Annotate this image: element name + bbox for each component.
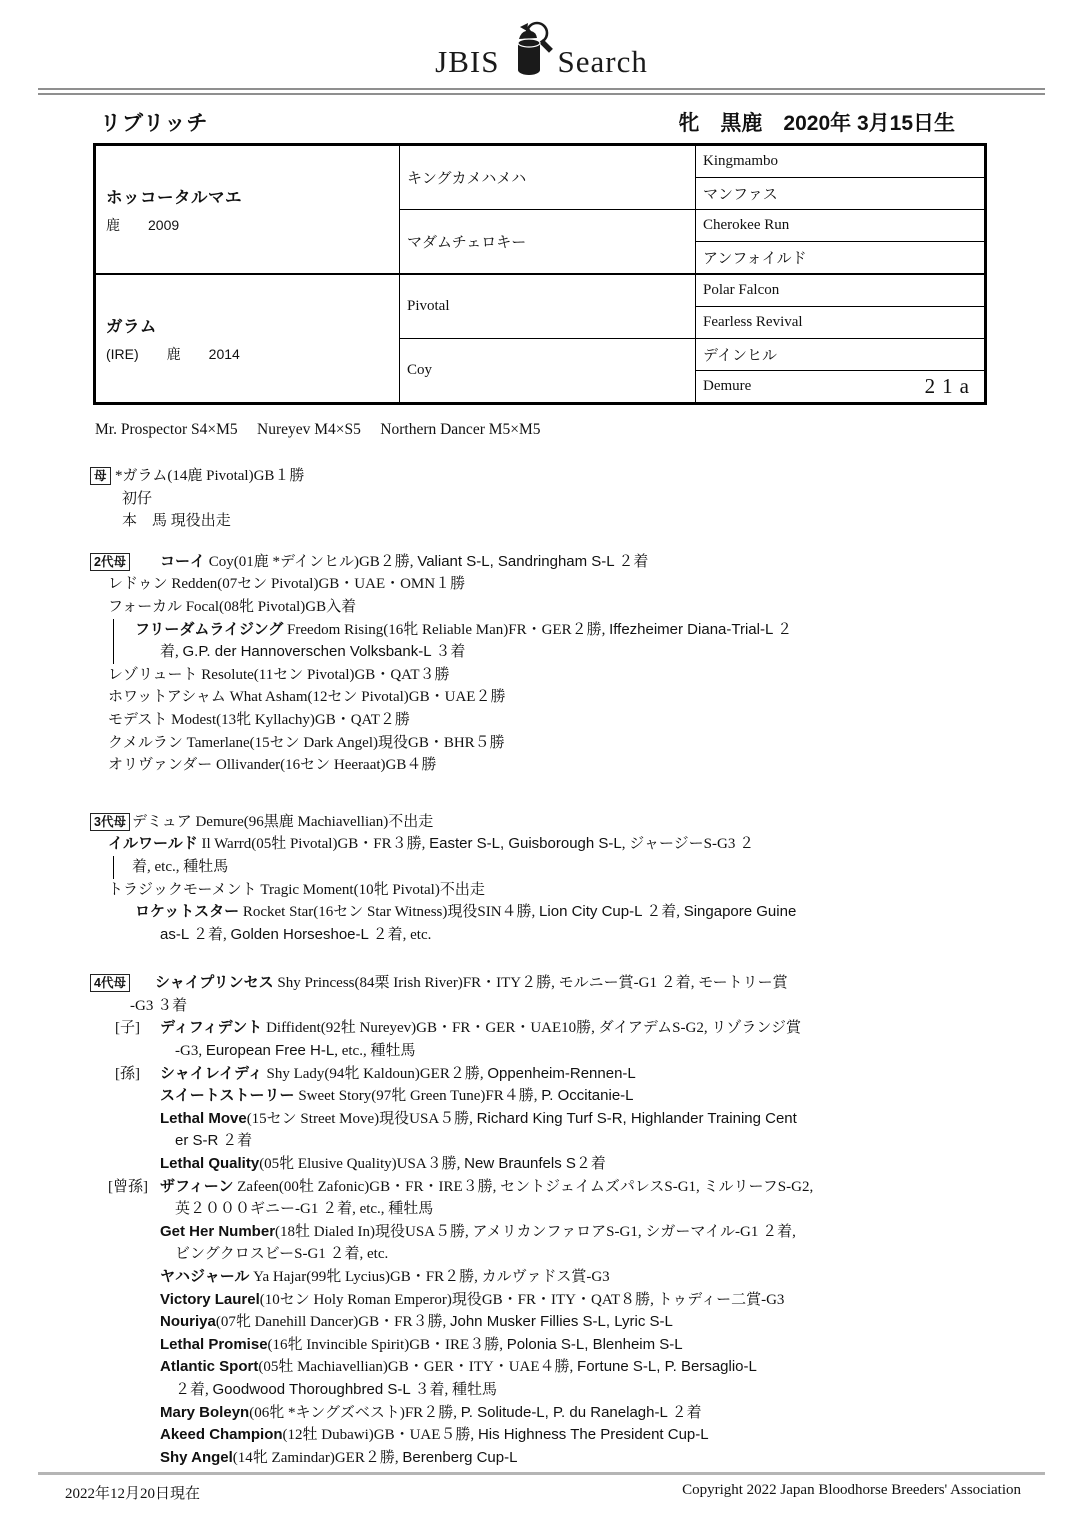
text-segment: フォーカル Focal(08牝 Pivotal)GB入着 bbox=[108, 598, 357, 615]
text-segment: His Highness The President Cup-L bbox=[477, 1426, 709, 1444]
sire-name: ホッコータルマエ bbox=[106, 189, 242, 207]
text-segment: 着, etc., 種牡馬 bbox=[132, 858, 229, 875]
text-segment: シャイレイディ bbox=[160, 1064, 263, 1082]
text-segment: (15セン Street Move)現役USA５勝, bbox=[246, 1110, 477, 1127]
copyright-text: Copyright 2022 Japan Bloodhorse Breeders' Association bbox=[682, 1482, 1021, 1498]
text-segment: New Braunfels S bbox=[464, 1155, 576, 1173]
gen3-cell: マンファス bbox=[696, 178, 986, 210]
text-segment: Diffident(92牡 Nureyev)GB・FR・GER・UAE10勝, ダイアデムS-G2, リゾランジ賞 bbox=[262, 1020, 801, 1037]
pedigree-line bbox=[90, 488, 1043, 511]
text-segment: (10セン Holy Roman Emperor)現役GB・FR・ITY・QAT８勝, トゥディー二賞-G3 bbox=[259, 1291, 785, 1308]
text-segment: Lethal Move bbox=[160, 1109, 247, 1127]
pedigree-line bbox=[90, 1334, 1043, 1357]
text-segment: Victory Laurel bbox=[160, 1290, 260, 1308]
text-segment: Lethal Quality bbox=[160, 1155, 260, 1173]
generation-label: 2代母 bbox=[90, 553, 130, 571]
pedigree-line bbox=[90, 972, 1043, 995]
pedigree-line bbox=[90, 1153, 1043, 1176]
logo-text-search: Search bbox=[557, 44, 648, 79]
pedigree-line bbox=[90, 754, 1043, 777]
generation-label: 3代母 bbox=[90, 813, 130, 831]
text-segment: ２ bbox=[773, 621, 793, 638]
text-segment: Coy(01鹿 *デインヒル)GB２勝, bbox=[205, 553, 418, 570]
pedigree-line bbox=[90, 596, 1043, 619]
text-segment: 本 馬 現役出走 bbox=[122, 513, 231, 530]
jbis-header bbox=[0, 0, 1083, 80]
text-segment: Berenberg Cup-L bbox=[402, 1448, 518, 1466]
granddam-section bbox=[90, 551, 1043, 777]
text-segment: Get Her Number bbox=[160, 1222, 276, 1240]
text-segment: Zafeen(00牡 Zafonic)GB・FR・IRE３勝, セントジェイムズパレスS-G1, ミルリーフS-G2, bbox=[233, 1178, 814, 1195]
text-segment: レゾリュート Resolute(11セン Pivotal)GB・QAT３勝 bbox=[108, 666, 450, 683]
pedigree-line bbox=[90, 1289, 1043, 1312]
text-segment: ２着 bbox=[667, 1404, 702, 1421]
text-segment: Lion City Cup-L bbox=[539, 903, 643, 921]
text-segment: -G3, bbox=[175, 1043, 206, 1060]
text-segment: クメルラン Tamerlane(15セン Dark Angel)現役GB・BHR５勝 bbox=[108, 734, 505, 751]
text-segment: レドゥン Redden(07セン Pivotal)GB・UAE・OMN１勝 bbox=[108, 576, 466, 593]
text-segment: Atlantic Sport bbox=[160, 1358, 259, 1376]
text-segment: ２着 bbox=[575, 1156, 606, 1173]
text-segment: ヤハジャール bbox=[160, 1268, 250, 1285]
text-segment: Richard King Turf S-R, Highlander Training Cent bbox=[476, 1109, 797, 1127]
gen3-cell: Kingmambo bbox=[696, 145, 986, 178]
pedigree-line bbox=[90, 465, 1043, 488]
text-segment: (16牝 Invincible Spirit)GB・IRE３勝, bbox=[267, 1336, 507, 1353]
text-segment: Akeed Champion bbox=[160, 1426, 283, 1444]
tree-connector-line bbox=[113, 856, 114, 879]
dam-detail: (IRE) 鹿 2014 bbox=[106, 346, 240, 362]
text-segment: デミュア Demure(96黒鹿 Machiavellian)不出走 bbox=[132, 813, 434, 830]
pedigree-line bbox=[90, 995, 1043, 1018]
text-segment: 英２０００ギニー-G1 ２着, etc., 種牡馬 bbox=[175, 1201, 434, 1218]
pedigree-line bbox=[90, 1221, 1043, 1244]
text-segment: (07牝 Danehill Dancer)GB・FR３勝, bbox=[215, 1314, 450, 1331]
text-segment: (18牡 Dialed In)現役USA５勝, アメリカンファロアS-G1, シガーマイル-G1 ２着, bbox=[275, 1223, 796, 1240]
text-segment: , etc., 種牡馬 bbox=[334, 1043, 416, 1060]
footer-divider bbox=[38, 1472, 1045, 1475]
pedigree-line bbox=[90, 1176, 1043, 1199]
pedigree-line bbox=[90, 573, 1043, 596]
text-segment: Rocket Star(16セン Star Witness)現役SIN４勝, bbox=[239, 904, 540, 921]
logo-text-jbis: JBIS bbox=[435, 44, 500, 79]
pedigree-line bbox=[90, 924, 1043, 947]
text-segment: Golden Horseshoe-L bbox=[230, 925, 369, 943]
sire-dam-cell: マダムチェロキー bbox=[400, 210, 696, 275]
pedigree-line bbox=[90, 1379, 1043, 1402]
dam-name: ガラム bbox=[106, 318, 157, 336]
text-segment: (05牡 Machiavellian)GB・GER・ITY・UAE４勝, bbox=[258, 1359, 578, 1376]
dam-cell bbox=[95, 274, 400, 404]
pedigree-line bbox=[90, 901, 1043, 924]
text-segment: G.P. der Hannoverschen Volksbank-L bbox=[182, 643, 432, 661]
pedigree-line bbox=[90, 1243, 1043, 1266]
generation-label: 4代母 bbox=[90, 974, 130, 992]
text-segment: Goodwood Thoroughbred S-L bbox=[212, 1380, 411, 1398]
text-segment: Nouriya bbox=[160, 1313, 216, 1331]
pedigree-line bbox=[90, 1063, 1043, 1086]
text-segment: Mary Boleyn bbox=[160, 1403, 250, 1421]
dam-section bbox=[90, 465, 1043, 533]
text-segment: 初仔 bbox=[122, 490, 153, 507]
sire-sire-cell: キングカメハメハ bbox=[400, 145, 696, 210]
pedigree-line bbox=[90, 1017, 1043, 1040]
text-segment: Ya Hajar(99牝 Lycius)GB・FR２勝, カルヴァドス賞-G3 bbox=[249, 1269, 610, 1285]
text-segment: ザフィーン bbox=[160, 1177, 234, 1195]
sire-cell bbox=[95, 145, 400, 275]
pedigree-line bbox=[90, 833, 1043, 856]
great-granddam-section bbox=[90, 811, 1043, 947]
text-segment: Shy Princess(84栗 Irish River)FR・ITY２勝, モルニー賞-G1 ２着, モートリー賞 bbox=[273, 975, 788, 992]
text-segment: Shy Angel bbox=[160, 1448, 233, 1466]
pedigree-line bbox=[90, 686, 1043, 709]
text-segment: Sweet Story(97牝 Green Tune)FR４勝, bbox=[294, 1088, 542, 1105]
gen3-demure-cell bbox=[696, 371, 986, 404]
text-segment: as-L bbox=[160, 925, 190, 943]
relation-label: [孫] bbox=[115, 1065, 140, 1082]
text-segment: ビングクロスビーS-G1 ２着, etc. bbox=[175, 1246, 389, 1263]
text-segment: ２着, bbox=[189, 926, 231, 943]
pedigree-line bbox=[90, 1266, 1043, 1289]
text-segment: Iffezheimer Diana-Trial-L bbox=[609, 620, 774, 638]
tree-connector-line bbox=[113, 641, 114, 664]
title-row bbox=[0, 95, 1083, 143]
sex-color-birthdate: 牝 黒鹿 2020年 3月15日生 bbox=[678, 112, 955, 135]
text-segment: ２着, etc. bbox=[368, 926, 432, 943]
text-segment: European Free H-L bbox=[205, 1042, 335, 1060]
generation-label: 母 bbox=[90, 467, 111, 485]
gen3-cell: アンフォイルド bbox=[696, 242, 986, 275]
text-segment: Easter S-L, Guisborough S-L bbox=[429, 835, 622, 853]
text-segment: (05牝 Elusive Quality)USA３勝, bbox=[259, 1156, 465, 1173]
text-segment: モデスト Modest(13牝 Kyllachy)GB・QAT２勝 bbox=[108, 711, 410, 728]
fourth-dam-section bbox=[90, 972, 1043, 1469]
text-segment: Fortune S-L, P. Bersaglio-L bbox=[577, 1358, 757, 1376]
horse-name: リブリッチ bbox=[100, 112, 209, 135]
text-segment: ロケットスター bbox=[135, 903, 240, 921]
pedigree-line bbox=[90, 1424, 1043, 1447]
text-segment: (06牝 *キングズベスト)FR２勝, bbox=[249, 1404, 461, 1421]
gen3-cell: Polar Falcon bbox=[696, 274, 986, 307]
inbreeding-line: Mr. Prospector S4×M5 Nureyev M4×S5 Northern Dancer M5×M5 bbox=[95, 421, 541, 438]
text-segment: シャイプリンセス bbox=[155, 974, 274, 992]
text-segment: ３着, 種牡馬 bbox=[410, 1381, 497, 1398]
gen3-cell: Fearless Revival bbox=[696, 307, 986, 339]
pedigree-line bbox=[90, 664, 1043, 687]
tree-connector-line bbox=[113, 619, 114, 642]
text-segment: (14牝 Zamindar)GER２勝, bbox=[232, 1449, 403, 1466]
as-of-date: 2022年12月20日現在 bbox=[65, 1486, 201, 1502]
text-segment: ２着, bbox=[642, 904, 684, 921]
text-segment: コーイ bbox=[160, 552, 206, 570]
pedigree-line bbox=[90, 1356, 1043, 1379]
pedigree-line bbox=[90, 709, 1043, 732]
pedigree-line bbox=[90, 811, 1043, 834]
pedigree-line bbox=[90, 732, 1043, 755]
text-segment: Lethal Promise bbox=[160, 1335, 268, 1353]
text-segment: Freedom Rising(16牝 Reliable Man)FR・GER２勝, bbox=[283, 621, 610, 638]
text-segment: ２着 bbox=[614, 553, 649, 570]
text-segment: -G3 ３着 bbox=[130, 997, 188, 1014]
text-segment: , ジャージーS-G3 ２ bbox=[621, 836, 755, 853]
pedigree-line bbox=[90, 1198, 1043, 1221]
text-segment: Oppenheim-Rennen-L bbox=[487, 1064, 636, 1082]
relation-label: [子] bbox=[115, 1020, 140, 1037]
text-segment: P. Solitude-L, P. du Ranelagh-L bbox=[460, 1403, 668, 1421]
text-segment: ディフィデント bbox=[160, 1019, 263, 1037]
text-segment: トラジックモーメント Tragic Moment(10牝 Pivotal)不出走 bbox=[108, 881, 485, 898]
gen3-name: Demure bbox=[703, 378, 752, 394]
pedigree-table bbox=[93, 143, 987, 405]
text-segment: オリヴァンダー Ollivander(16セン Heeraat)GB４勝 bbox=[108, 757, 437, 774]
text-segment: Singapore Guine bbox=[683, 903, 797, 921]
text-segment: 着, bbox=[160, 644, 183, 661]
pedigree-line bbox=[90, 856, 1043, 879]
text-segment: Shy Lady(94牝 Kaldoun)GER２勝, bbox=[262, 1065, 488, 1082]
pedigree-line bbox=[90, 619, 1043, 642]
text-segment: ２着 bbox=[218, 1133, 253, 1150]
pedigree-line bbox=[90, 1130, 1043, 1153]
text-segment: Valiant S-L, Sandringham S-L bbox=[417, 552, 615, 570]
text-segment: er S-R bbox=[175, 1132, 219, 1150]
text-segment: Polonia S-L, Blenheim S-L bbox=[506, 1335, 683, 1353]
text-segment: スイートストーリー bbox=[160, 1087, 295, 1105]
pedigree-line bbox=[90, 1311, 1043, 1334]
sire-detail: 鹿 2009 bbox=[106, 217, 180, 233]
pedigree-line bbox=[90, 879, 1043, 902]
pedigree-line bbox=[90, 1085, 1043, 1108]
text-segment: ３着 bbox=[431, 644, 466, 661]
gen3-cell: デインヒル bbox=[696, 339, 986, 371]
jbis-horse-magnifier-icon bbox=[504, 21, 554, 82]
text-segment: ２着, bbox=[175, 1381, 213, 1398]
dam-sire-cell: Pivotal bbox=[400, 274, 696, 339]
pedigree-line bbox=[90, 641, 1043, 664]
footer bbox=[65, 1482, 1021, 1503]
gen3-cell: Cherokee Run bbox=[696, 210, 986, 242]
pedigree-line bbox=[90, 1040, 1043, 1063]
text-segment: *ガラム(14鹿 Pivotal)GB１勝 bbox=[115, 468, 305, 484]
text-segment: イルワールド bbox=[108, 835, 198, 853]
dam-dam-cell: Coy bbox=[400, 339, 696, 404]
pedigree-sections bbox=[90, 465, 1043, 1469]
pedigree-line bbox=[90, 510, 1043, 533]
pedigree-line bbox=[90, 1447, 1043, 1470]
text-segment: (12牡 Dubawi)GB・UAE５勝, bbox=[282, 1427, 478, 1444]
relation-label: [曾孫] bbox=[108, 1178, 148, 1195]
text-segment: P. Occitanie-L bbox=[541, 1087, 634, 1105]
pedigree-line bbox=[90, 1108, 1043, 1131]
pedigree-line bbox=[90, 551, 1043, 574]
family-number: 21a bbox=[924, 374, 976, 398]
text-segment: フリーダムライジング bbox=[135, 620, 284, 638]
text-segment: ホワットアシャム What Asham(12セン Pivotal)GB・UAE２勝 bbox=[108, 689, 506, 706]
text-segment: Il Warrd(05牡 Pivotal)GB・FR３勝, bbox=[197, 836, 430, 853]
header-divider bbox=[38, 88, 1045, 95]
pedigree-line bbox=[90, 1402, 1043, 1425]
text-segment: John Musker Fillies S-L, Lyric S-L bbox=[450, 1313, 673, 1331]
